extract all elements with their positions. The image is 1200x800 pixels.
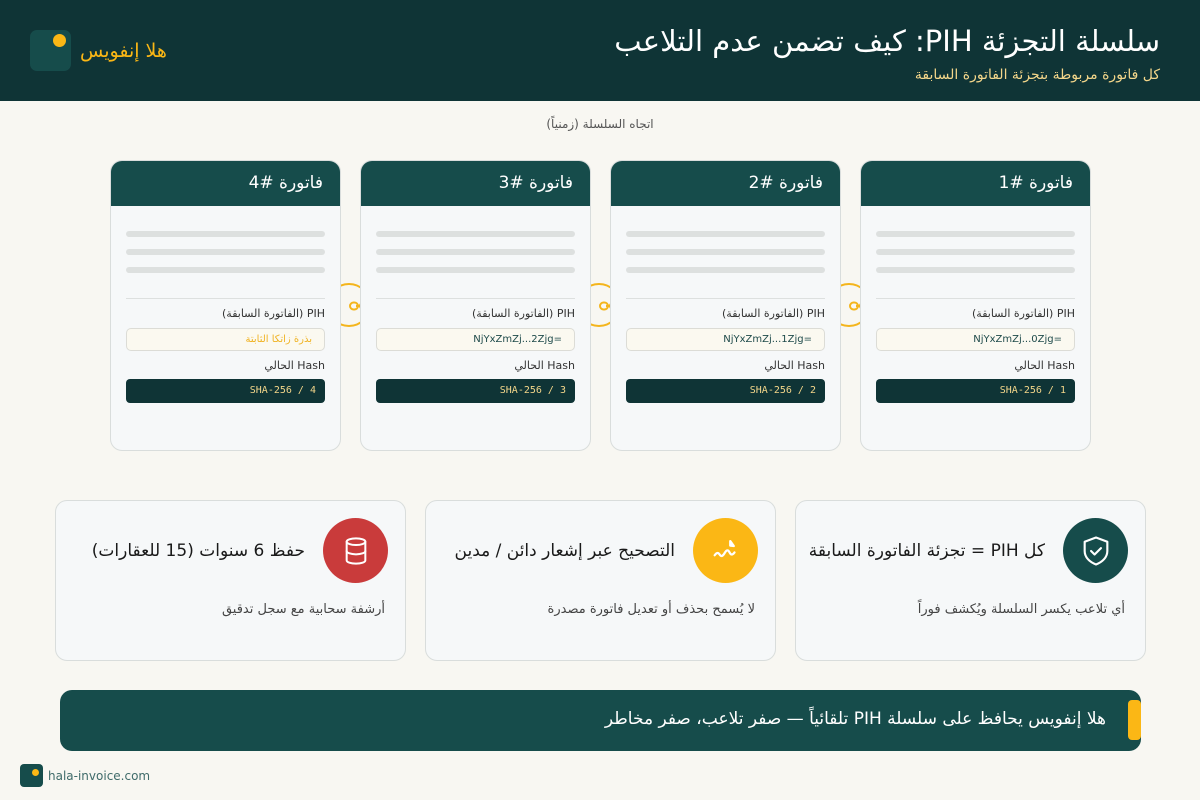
feature-description: أرشفة سحابية مع سجل تدقيق <box>221 602 385 617</box>
divider <box>626 298 825 299</box>
pih-value: NjYxZmZj...1Zjg= <box>626 328 825 351</box>
pih-label: PIH (الفاتورة السابقة) <box>722 307 825 320</box>
feature-description: أي تلاعب يكسر السلسلة ويُكشف فوراً <box>917 602 1125 617</box>
summary-banner <box>60 690 1141 751</box>
invoice-title: فاتورة #3 <box>361 161 590 206</box>
footer-url[interactable]: hala-invoice.com <box>48 768 151 783</box>
invoice-card-1 <box>860 160 1091 451</box>
divider <box>876 298 1075 299</box>
page-title: سلسلة التجزئة PIH: كيف تضمن عدم التلاعب <box>614 24 1160 58</box>
pih-label: PIH (الفاتورة السابقة) <box>222 307 325 320</box>
placeholder-line <box>876 249 1075 255</box>
footer-logo-icon <box>20 764 43 787</box>
placeholder-line <box>626 231 825 237</box>
placeholder-line <box>126 249 325 255</box>
hash-value: SHA-256 / 3 <box>376 379 575 403</box>
placeholder-line <box>876 231 1075 237</box>
placeholder-line <box>876 267 1075 273</box>
banner-text: هلا إنفويس يحافظ على سلسلة PIH تلقائياً — صفر تلاعب، صفر مخاطر <box>604 709 1106 729</box>
pih-value: NjYxZmZj...0Zjg= <box>876 328 1075 351</box>
brand-logo-icon <box>30 30 71 71</box>
chain-direction-label: اتجاه السلسلة (زمنياً) <box>546 117 654 131</box>
hash-value: SHA-256 / 1 <box>876 379 1075 403</box>
hash-label: Hash الحالي <box>264 359 325 372</box>
database-icon <box>323 518 388 583</box>
pih-value: NjYxZmZj...2Zjg= <box>376 328 575 351</box>
hash-value: SHA-256 / 4 <box>126 379 325 403</box>
brand-name: هلا إنفويس <box>80 39 167 62</box>
brand[interactable] <box>30 30 167 71</box>
hash-value: SHA-256 / 2 <box>626 379 825 403</box>
invoice-title: فاتورة #4 <box>111 161 340 206</box>
feature-description: لا يُسمح بحذف أو تعديل فاتورة مصدرة <box>547 602 755 617</box>
placeholder-line <box>376 249 575 255</box>
feature-title: حفظ 6 سنوات (15 للعقارات) <box>91 541 305 561</box>
feature-card-archive <box>55 500 406 661</box>
invoice-card-2 <box>610 160 841 451</box>
pen-tool-icon <box>693 518 758 583</box>
page-subtitle: كل فاتورة مربوطة بتجزئة الفاتورة السابقة <box>914 67 1160 83</box>
feature-card-correction <box>425 500 776 661</box>
placeholder-line <box>626 249 825 255</box>
pih-label: PIH (الفاتورة السابقة) <box>472 307 575 320</box>
hash-label: Hash الحالي <box>764 359 825 372</box>
placeholder-line <box>376 231 575 237</box>
pih-label: PIH (الفاتورة السابقة) <box>972 307 1075 320</box>
feature-card-integrity <box>795 500 1146 661</box>
feature-title: كل PIH = تجزئة الفاتورة السابقة <box>808 541 1045 561</box>
placeholder-line <box>376 267 575 273</box>
invoice-card-3 <box>360 160 591 451</box>
feature-title: التصحيح عبر إشعار دائن / مدين <box>454 541 675 561</box>
placeholder-line <box>126 267 325 273</box>
shield-check-icon <box>1063 518 1128 583</box>
banner-accent-bar <box>1128 700 1141 740</box>
invoice-title: فاتورة #1 <box>861 161 1090 206</box>
invoice-card-4 <box>110 160 341 451</box>
hash-label: Hash الحالي <box>1014 359 1075 372</box>
header <box>0 0 1200 101</box>
placeholder-line <box>626 267 825 273</box>
divider <box>126 298 325 299</box>
invoice-title: فاتورة #2 <box>611 161 840 206</box>
hash-label: Hash الحالي <box>514 359 575 372</box>
divider <box>376 298 575 299</box>
pih-value-seed: بذرة زاتكا الثابتة <box>126 328 325 351</box>
placeholder-line <box>126 231 325 237</box>
footer <box>20 764 150 787</box>
